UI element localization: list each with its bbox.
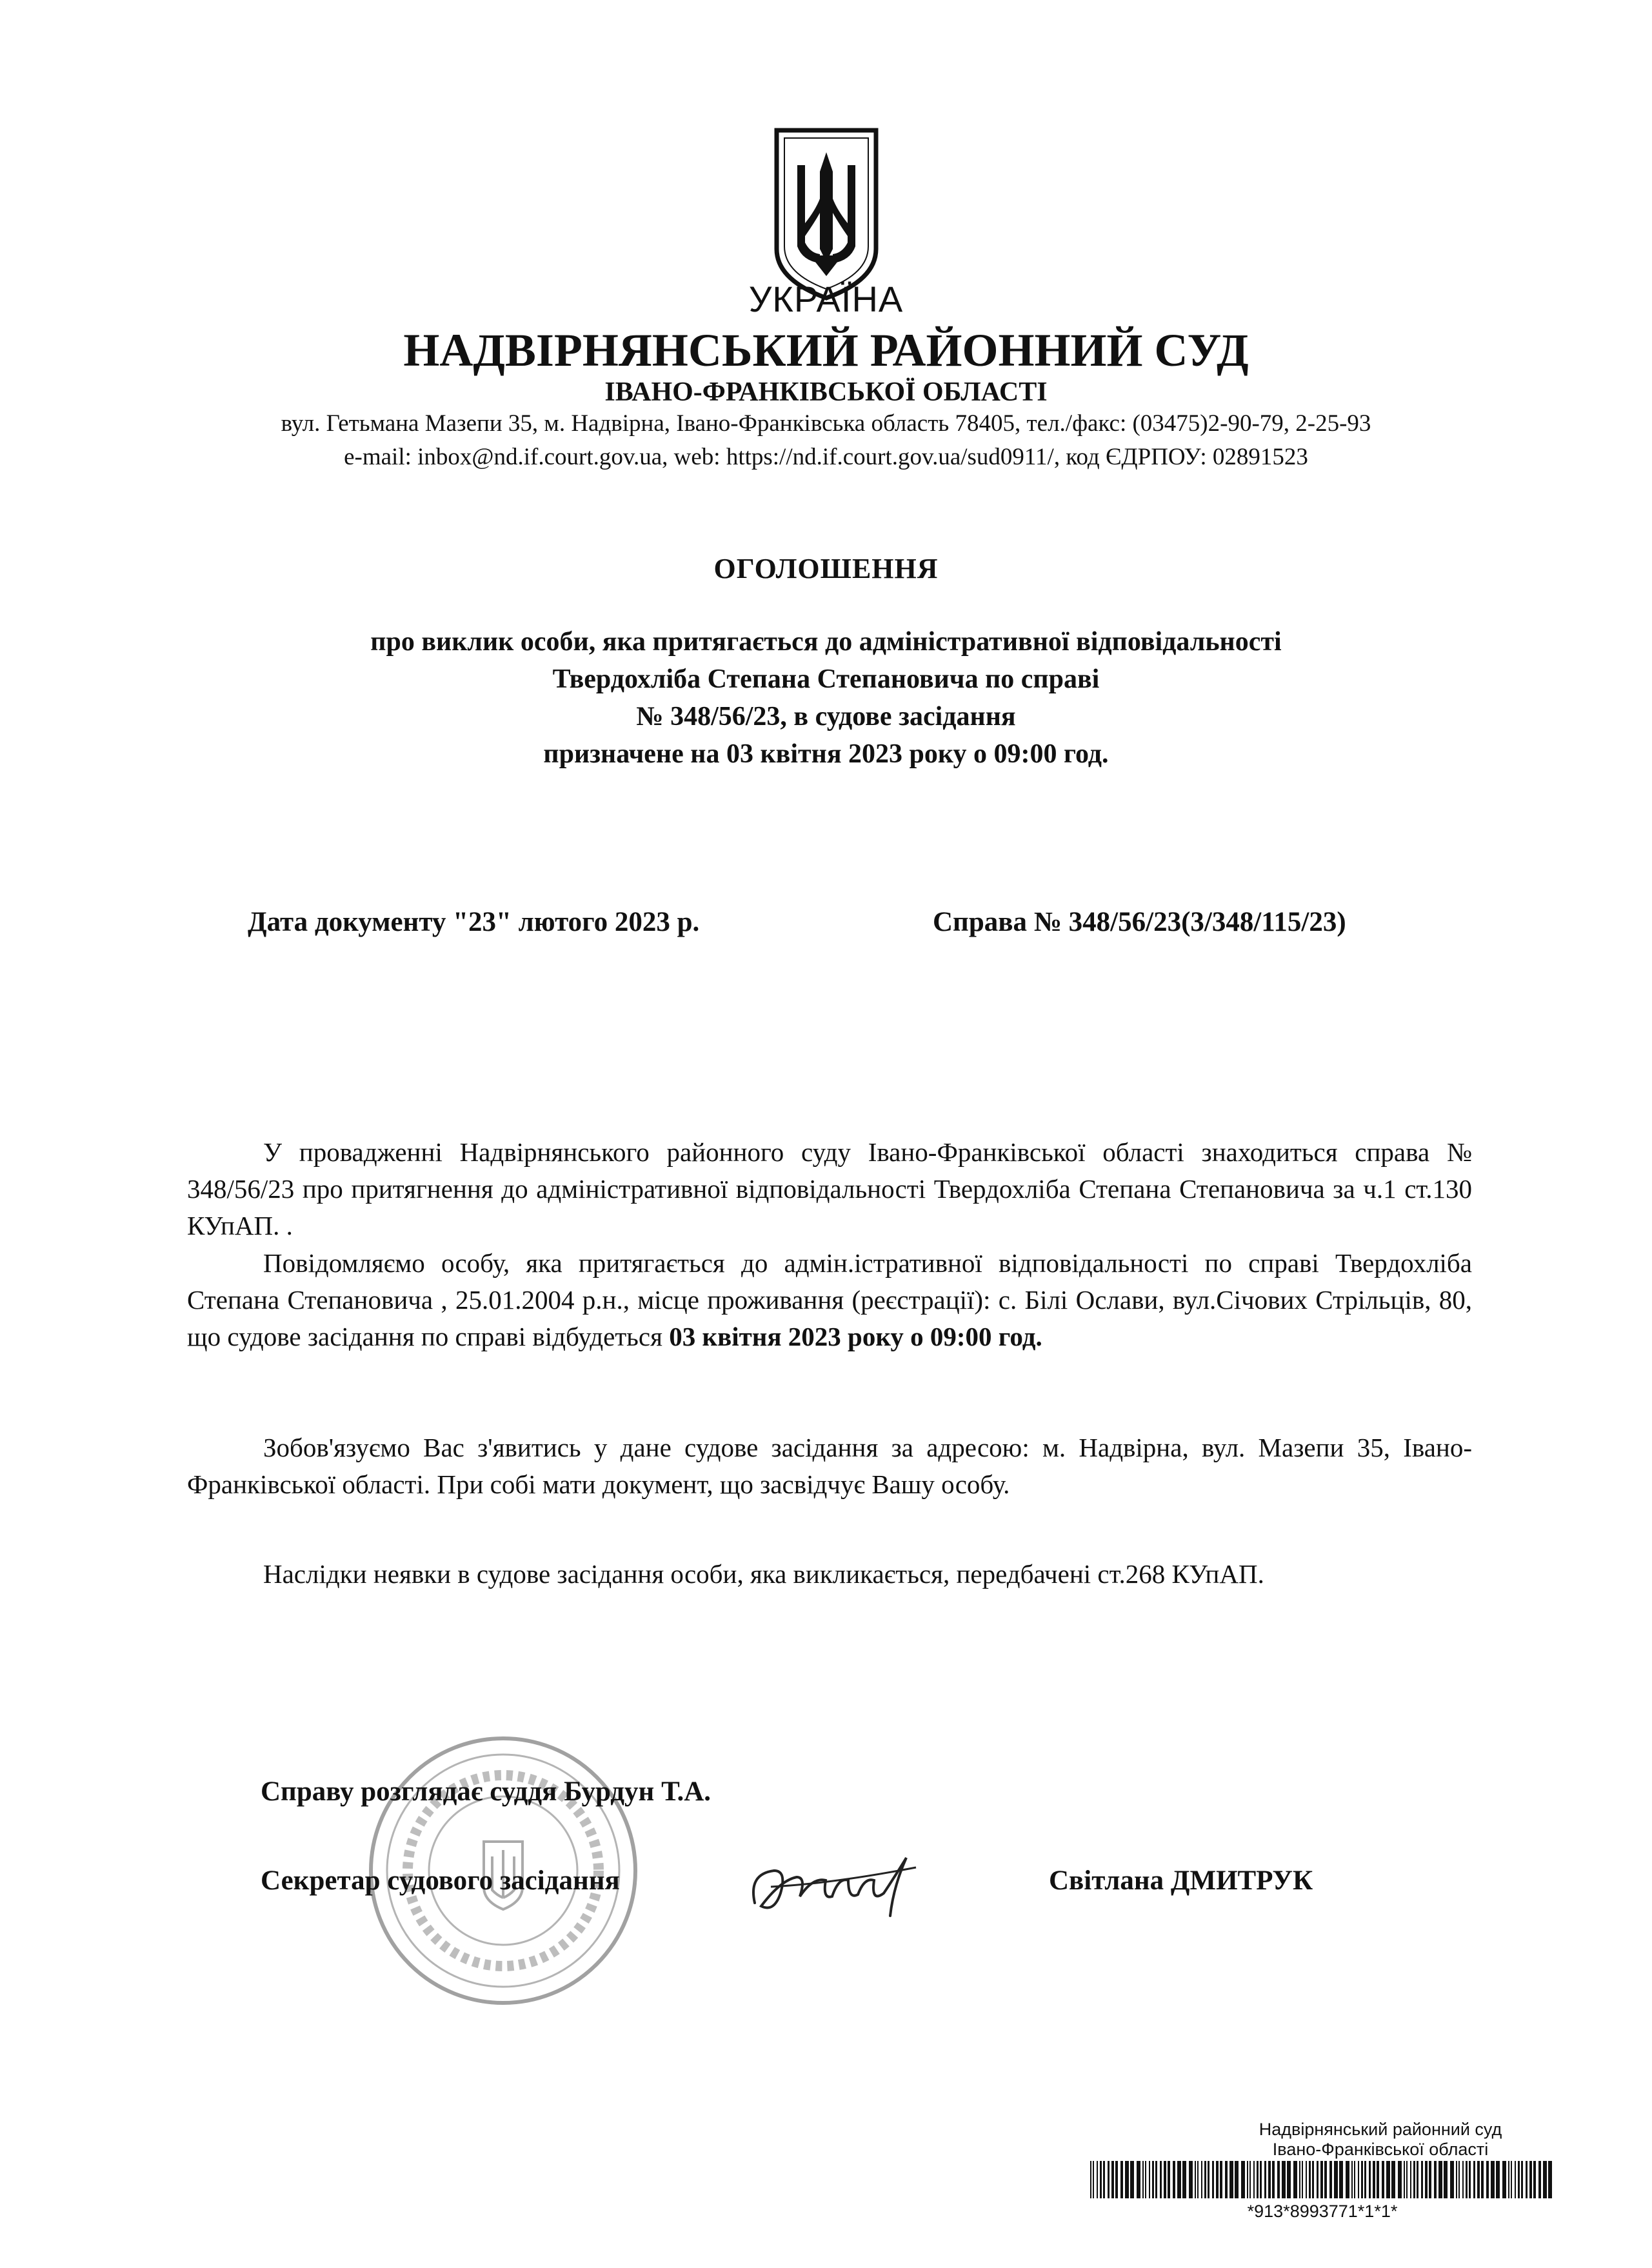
barcode-bar [1382,2161,1384,2198]
barcode-bar [1538,2161,1541,2198]
barcode-bar [1204,2161,1206,2198]
handwritten-signature-icon [735,1842,929,1925]
body-paragraph [187,1429,1472,1503]
barcode-bar [1398,2161,1402,2198]
barcode-bar [1434,2161,1437,2198]
barcode-bar [1149,2161,1150,2198]
barcode-bar [1168,2161,1170,2198]
secretary-name: Світлана ДМИТРУК [1049,1865,1313,1896]
barcode-bar [1164,2161,1166,2198]
barcode-bar [1413,2161,1415,2198]
barcode-bar [1125,2161,1129,2198]
barcode-bar [1253,2161,1255,2198]
barcode-bar [1247,2161,1248,2198]
barcode-bar [1339,2161,1343,2198]
barcode-bar [1429,2161,1431,2198]
subject-line: призначене на 03 квітня 2023 року о 09:00 год. [543,739,1109,769]
barcode-bar [1502,2161,1506,2198]
barcode-bar [1511,2161,1512,2198]
barcode-bar [1469,2161,1471,2198]
barcode-bar [1309,2161,1311,2198]
body-paragraph [187,1245,1472,1355]
barcode-bar [1404,2161,1405,2198]
barcode-bar [1208,2161,1209,2198]
barcode-bar [1216,2161,1219,2198]
barcode-bar [1486,2161,1489,2198]
barcode-bar [1277,2161,1280,2198]
document-date: Дата документу "23" лютого 2023 р. [248,907,700,937]
barcode-code: *913*8993771*1*1* [1247,2202,1398,2221]
barcode-bar [1518,2161,1520,2198]
body-paragraph [187,1134,1472,1244]
barcode-bar [1235,2161,1239,2198]
barcode-bar [1299,2161,1300,2198]
barcode-bar [1268,2161,1271,2198]
barcode-bar [1260,2161,1262,2198]
barcode-bar [1249,2161,1251,2198]
barcode-bar [1391,2161,1395,2198]
barcode-bar [1346,2161,1349,2198]
barcode-bar [1152,2161,1154,2198]
barcode-bar [1458,2161,1460,2198]
barcode-bar [1103,2161,1105,2198]
hearing-datetime: 03 квітня 2023 року о 09:00 год. [669,1322,1042,1351]
court-region: ІВАНО-ФРАНКІВСЬКОЇ ОБЛАСТІ [604,377,1048,407]
barcode-bar [1317,2161,1319,2198]
court-contacts: e-mail: inbox@nd.if.court.gov.ua, web: https://nd.if.court.gov.ua/sud0911/, код ЄДРПОУ: 02891523 [344,444,1308,470]
barcode-bar [1197,2161,1199,2198]
barcode-bar [1177,2161,1181,2198]
barcode-bar [1364,2161,1366,2198]
barcode-bar [1120,2161,1123,2198]
barcode-bar [1229,2161,1233,2198]
barcode-bar [1220,2161,1222,2198]
barcode-region-label: Івано-Франківської області [1272,2140,1489,2159]
barcode-bar [1302,2161,1303,2198]
court-name: НАДВІРНЯНСЬКИЙ РАЙОННИЙ СУД [403,324,1249,376]
barcode-bar [1351,2161,1353,2198]
barcode-bar [1108,2161,1110,2198]
barcode-bar [1548,2161,1552,2198]
barcode-bar [1529,2161,1532,2198]
barcode-bar [1481,2161,1484,2198]
barcode-bar [1334,2161,1338,2198]
court-address: вул. Гетьмана Мазепи 35, м. Надвірна, Івано-Франківська область 78405, тел./факс: (03475)2-90-79, 2-25-93 [281,410,1371,437]
barcode-bar [1212,2161,1214,2198]
barcode-bar [1100,2161,1102,2198]
subject-line: Твердохліба Степана Степановича по справі [552,664,1100,694]
case-number: Справа № 348/56/23(3/348/115/23) [933,907,1346,937]
barcode-bar [1521,2161,1523,2198]
barcode-bar [1462,2161,1464,2198]
barcode-bar [1137,2161,1140,2198]
barcode-bar [1306,2161,1307,2198]
barcode-bar [1189,2161,1193,2198]
barcode-bar [1354,2161,1355,2198]
barcode-bar [1097,2161,1098,2198]
barcode-bar [1093,2161,1094,2198]
barcode-bar [1324,2161,1327,2198]
paragraph-text: Зобов'язуємо Вас з'явитись у дане судове засідання за адресою: м. Надвірна, вул. Мазепи 35, Івано-Франківської області. При собі мати документ, що засвідчує Вашу особу. [187,1433,1472,1499]
barcode-bar [1543,2161,1547,2198]
country-name: УКРАЇНА [748,279,904,319]
notice-subject [0,623,1652,773]
barcode-bar [1508,2161,1509,2198]
paragraph-text: Повідомляємо особу, яка притягається до адмін.іcтративної відповідальності по справі Твердохліба Степана Степановича , 25.01.2004 р.н., місце проживання (реєстрації): с. Білі Ослави, вул.Січових Стрільців, 80, що судове засідання по справі відбудеться [187,1248,1472,1351]
barcode-bar [1410,2161,1411,2198]
barcode-bar [1358,2161,1359,2198]
barcode-bar [1425,2161,1428,2198]
barcode-bar [1195,2161,1196,2198]
barcode-bar [1456,2161,1457,2198]
barcode-bar [1496,2161,1500,2198]
barcode-bar [1272,2161,1275,2198]
barcode-bar [1515,2161,1516,2198]
judge-line: Справу розглядає суддя Бурдун Т.А. [261,1776,711,1807]
barcode-bar [1386,2161,1390,2198]
barcode-bar [1491,2161,1495,2198]
body-paragraph [187,1556,1472,1593]
barcode-bar [1182,2161,1186,2198]
barcode-bar [1225,2161,1228,2198]
barcode-bar [1090,2161,1091,2198]
barcode-bar [1173,2161,1175,2198]
barcode-bar [1417,2161,1418,2198]
barcode-bar [1533,2161,1536,2198]
barcode-bar [1201,2161,1202,2198]
document-title: ОГОЛОШЕННЯ [713,553,939,584]
barcode-bar [1477,2161,1480,2198]
barcode-bar [1115,2161,1118,2198]
barcode-bar [1377,2161,1379,2198]
barcode-bar [1264,2161,1266,2198]
barcode-bar [1282,2161,1286,2198]
secretary-title: Секретар судового засідання [261,1865,620,1896]
barcode-bar [1111,2161,1114,2198]
paragraph-text: Наслідки неявки в судове засідання особи, яка викликається, передбачені ст.268 КУпАП. [263,1559,1264,1589]
barcode-bar [1241,2161,1245,2198]
barcode-bar [1142,2161,1144,2198]
barcode-icon [1090,2161,1555,2198]
barcode-bar [1466,2161,1468,2198]
barcode-bar [1145,2161,1146,2198]
barcode-bar [1450,2161,1454,2198]
barcode-bar [1444,2161,1448,2198]
subject-line: № 348/56/23, в судове засідання [636,702,1016,731]
barcode-bar [1130,2161,1134,2198]
barcode-bar [1257,2161,1259,2198]
barcode-bar [1361,2161,1363,2198]
barcode-bar [1329,2161,1332,2198]
barcode-bar [1526,2161,1528,2198]
barcode-bar [1160,2161,1162,2198]
subject-line: про виклик особи, яка притягається до адміністративної відповідальності [370,627,1282,657]
barcode-bar [1320,2161,1323,2198]
paragraph-text: У провадженні Надвірнянського районного суду Івано-Франківської області знаходиться справа № 348/56/23 про притягнення до адміністративної відповідальності Твердохліба Степана Степановича за ч.1 ст.130 КУпАП. . [187,1137,1472,1240]
barcode-bar [1406,2161,1408,2198]
barcode-bar [1312,2161,1314,2198]
barcode-bar [1155,2161,1157,2198]
barcode-bar [1293,2161,1297,2198]
barcode-bar [1373,2161,1375,2198]
barcode-bar [1473,2161,1475,2198]
barcode-bar [1421,2161,1423,2198]
barcode-bar [1438,2161,1442,2198]
barcode-bar [1287,2161,1291,2198]
barcode-court-label: Надвірнянський районний суд [1259,2120,1502,2139]
barcode-bar [1369,2161,1371,2198]
